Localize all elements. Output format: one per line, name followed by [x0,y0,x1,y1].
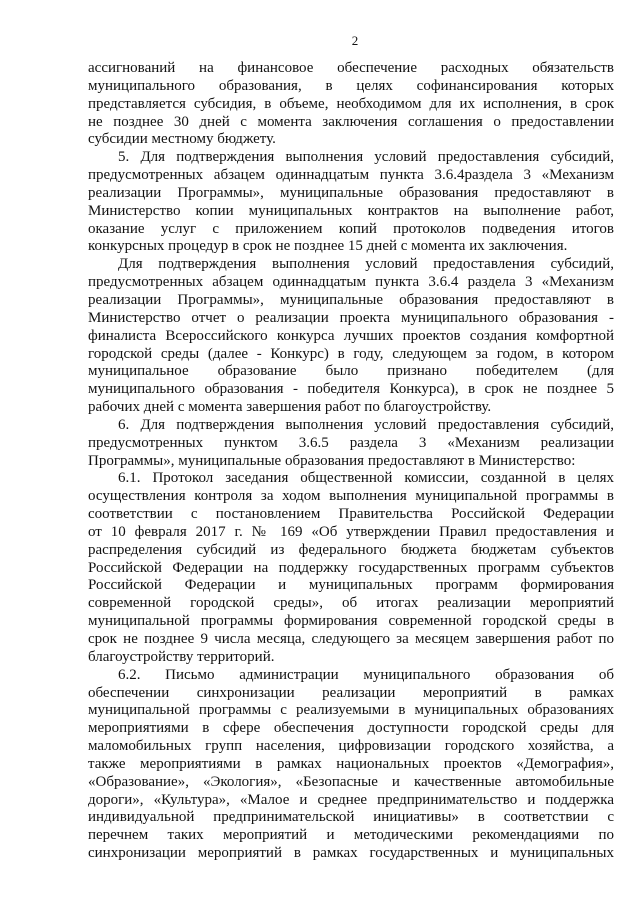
text-line: муниципальной программы формирования современной городской среды в [88,613,614,630]
text-line: 6.2. Письмо администрации муниципального образования об [118,666,614,683]
text-line: Министерство копии муниципальных контрактов на выполнение работ, [88,202,614,219]
text-line: муниципальной программы с реализуемыми в муниципальных образованиях [88,702,614,719]
text-line: городской среды (далее - Конкурс) в году, следующем за годом, в котором [88,345,614,362]
text-line: перечнем таких мероприятий и методическими рекомендациями по [88,827,614,844]
paragraph [88,667,614,863]
paragraph [88,60,614,149]
text-line: распределения субсидий из федерального бюджета бюджетам субъектов [88,541,614,558]
text-line: представляется субсидия, в объеме, необходимом для их исполнения, в срок [88,95,614,112]
text-line: благоустройству территорий. [88,648,275,665]
paragraph [88,470,614,666]
document-body [88,60,614,863]
text-line: дороги», «Культура», «Малое и среднее предпринимательство и поддержка [88,791,614,808]
text-line: Российской Федерации на поддержку государственных программ субъектов [88,559,614,576]
text-line: современной городской среды», об итогах реализации мероприятий [88,595,614,612]
text-line: Программы», муниципальные образования предоставляют в Министерство: [88,452,576,469]
text-line: также мероприятиями в рамках национальных проектов «Демография», [88,755,614,772]
text-line: 5. Для подтверждения выполнения условий предоставления субсидий, [118,149,614,166]
text-line: предусмотренных пунктом 3.6.5 раздела 3 «Механизм реализации [88,434,614,451]
text-line: предусмотренных абзацем одиннадцатым пункта 3.6.4 раздела 3 «Механизм [88,274,614,291]
text-line: муниципального образования - победителя Конкурса), в срок не позднее 5 [88,381,614,398]
paragraph [88,256,614,417]
text-line: оказание услуг с приложением копий протоколов подведения итогов [88,220,614,237]
paragraph [88,417,614,471]
text-line: субсидии местному бюджету. [88,131,276,148]
text-line: мероприятиями в сфере обеспечения доступности городской среды для [88,720,614,737]
text-line: реализации Программы», муниципальные образования предоставляют в [88,184,614,201]
text-line: синхронизации мероприятий в рамках государственных и муниципальных [88,845,614,862]
text-line: от 10 февраля 2017 г. № 169 «Об утверждении Правил предоставления и [88,523,614,540]
text-line: 6. Для подтверждения выполнения условий предоставления субсидий, [118,416,614,433]
text-line: муниципальное образование было признано победителем (для [88,363,614,380]
page-number: 2 [351,33,359,48]
text-line: индивидуальной предпринимательской инициативы» в соответствии с [88,809,614,826]
text-line: обеспечении синхронизации реализации мероприятий в рамках [88,684,614,701]
text-line: финалиста Всероссийского конкурса лучших проектов создания комфортной [88,327,614,344]
text-line: Министерство отчет о реализации проекта муниципального образования - [88,309,614,326]
text-line: срок не позднее 9 числа месяца, следующего за месяцем завершения работ по [88,631,614,647]
text-line: Российской Федерации и муниципальных программ формирования [88,577,614,594]
text-line: муниципального образования, в целях софинансирования которых [88,77,614,94]
text-line: соответствии с постановлением Правительства Российской Федерации [88,506,614,523]
text-line: рабочих дней с момента завершения работ по благоустройству. [88,399,492,416]
paragraph [88,149,614,256]
text-line: осуществления контроля за ходом выполнения муниципальной программы в [88,488,614,505]
text-line: конкурсных процедур в срок не позднее 15 дней с момента их заключения. [88,238,568,255]
text-line: ассигнований на финансовое обеспечение расходных обязательств [88,60,614,76]
text-line: маломобильных групп населения, цифровизации городского хозяйства, а [88,738,614,755]
text-line: 6.1. Протокол заседания общественной комиссии, созданной в целях [118,470,614,487]
text-line: «Образование», «Экология», «Безопасные и качественные автомобильные [88,773,614,790]
text-line: предусмотренных абзацем одиннадцатым пункта 3.6.4раздела 3 «Механизм [88,167,614,184]
text-line: реализации Программы», муниципальные образования предоставляют в [88,291,614,308]
text-line: не позднее 30 дней с момента заключения соглашения о предоставлении [88,113,614,130]
text-line: Для подтверждения выполнения условий предоставления субсидий, [118,256,614,273]
